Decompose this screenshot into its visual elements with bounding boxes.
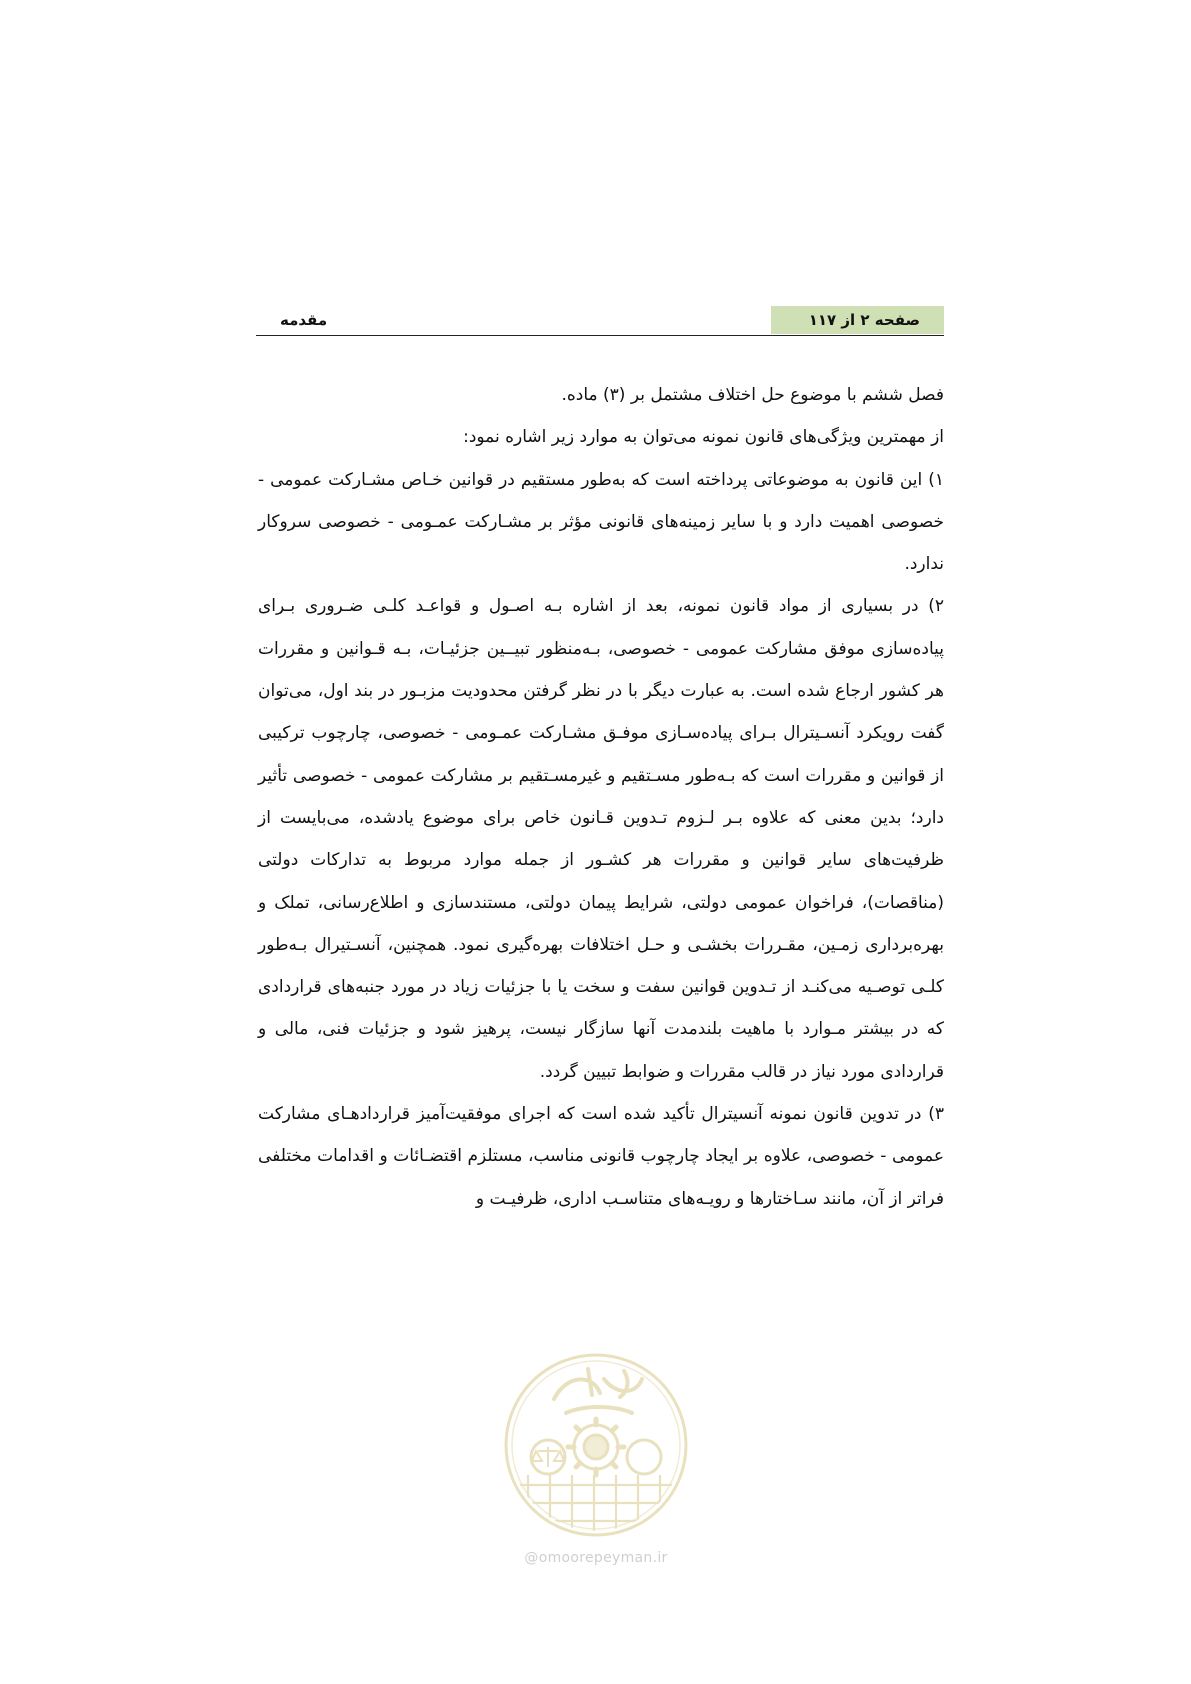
paragraph-features-intro: از مهمترین ویژگی‌های قانون نمونه می‌توان به موارد زیر اشاره نمود: xyxy=(463,427,944,448)
page-number-badge: صفحه ۲ از ۱۱۷ xyxy=(771,306,944,334)
paragraph-item-3: ۳) در تدوین قانون نمونه آنسیترال تأکید شده است که اجرای موفقیت‌آمیز قراردادهـای مشارکت عمومی - خصوصی، علاوه بر ایجاد چارچوب قانونی مناسب، مستلزم اقتضـائات و اقدامات مختلفی فراتر از آن، مانند سـاختارها و رویـه‌های متناسـب اداری، ظرفیـت و xyxy=(258,1104,944,1209)
watermark-url: @omoorepeyman.ir xyxy=(524,1550,668,1566)
paragraph-item-1: ۱) این قانون به موضوعاتی پرداخته است که به‌طور مستقیم در قوانین خـاص مشـارکت عمومی - خصوصی اهمیت دارد و با سایر زمینه‌های قانونی مؤثر بر مشـارکت عمـومی - خصوصی سروکار ندارد. xyxy=(258,469,944,575)
paragraph-chapter-six: فصل ششم با موضوع حل اختلاف مشتمل بر (۳) ماده. xyxy=(561,385,944,405)
header-divider xyxy=(256,335,944,336)
page-header xyxy=(256,306,944,336)
paragraph-item-2: ۲) در بسیاری از مواد قانون نمونه، بعد از اشاره بـه اصـول و قواعـد کلـی ضـروری بـرای پیاده‌سازی موفق مشارکت عمومی - خصوصی، بـه‌منظور تبیــین جزئیـات، بـه قـوانین و مقررات هر کشور ارجاع شده است. به عبارت دیگر با در نظر گرفتن محدودیت مزبـور در بند اول، می‌توان گفت رویکرد آنسـیترال بـرای پیاده‌سـازی موفـق مشـارکت عمـومی - خصوصی، چارچوب ترکیبی از قوانین و مقررات است که بـه‌طور مسـتقیم و غیرمسـتقیم بر مشارکت عمومی - خصوصی تأثیر دارد؛ بدین معنی که علاوه بـر لـزوم تـدوین قـانون خاص برای موضوع یادشده، می‌بایست از ظرفیت‌های سایر قوانین و مقررات هر کشـور از جمله موارد مربوط به تدارکات دولتی (مناقصات)، فراخوان عمومی دولتی، شرایط پیمان دولتی، مستندسازی و اطلاع‌رسانی، تملک و بهره‌برداری زمـین، مقـررات بخشـی و حـل اختلافات بهره‌گیری نمود. همچنین، آنسـتیرال بـه‌طور کلـی توصـیه می‌کنـد از تـدوین قوانین سفت و سخت یا با جزئیات زیاد در مورد جنبه‌های قراردادی که در بیشتر مـوارد با ماهیت بلندمدت آنها سازگار نیست، پرهیز شود و جزئیات فنی، مالی و قراردادی مورد نیاز در قالب مقررات و ضوابط تبیین گردد. xyxy=(258,596,944,1082)
chapter-title: مقدمه xyxy=(280,311,328,329)
watermark-logo xyxy=(496,1335,696,1575)
body-text xyxy=(258,374,944,1220)
